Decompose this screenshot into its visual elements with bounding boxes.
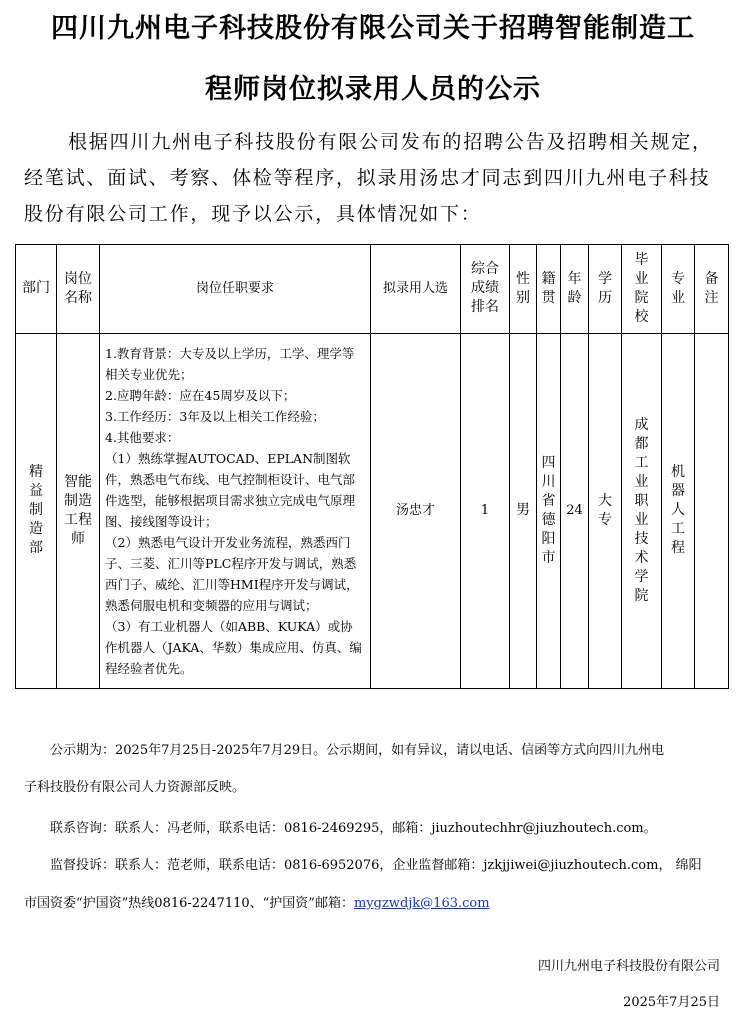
cell-duties: [100, 334, 371, 689]
header-dept: 部门: [16, 245, 57, 334]
intro-text: 根据四川九州电子科技股份有限公司发布的招聘公告及招聘相关规定，经笔试、面试、考察、体检等程序，拟录用汤忠才同志到四川九州电子科技股份有限公司工作，现予以公示，具体情况如下：: [24, 131, 713, 225]
header-gender: 性别: [510, 245, 537, 334]
cell-gender: 男: [510, 334, 537, 689]
notice-period-line-1: 公示期为：2025年7月25日-2025年7月29日。公示期间，如有异议，请以电话、信函等方式向四川九州电: [50, 743, 665, 758]
cell-remark: [695, 334, 729, 689]
header-major: 专业: [662, 245, 695, 334]
duty-line: 4.其他要求：: [105, 430, 180, 445]
table-header-row: [16, 245, 729, 334]
cell-age: 24: [561, 334, 589, 689]
notice-contact: 联系咨询：联系人：冯老师，联系电话：0816-2469295，邮箱：jiuzhoutechhr@jiuzhoutech.com。: [50, 821, 657, 836]
cell-candidate: 汤忠才: [371, 334, 461, 689]
header-school: 毕业院校: [622, 245, 662, 334]
header-rank: 综合成绩排名: [461, 245, 510, 334]
header-age: 年龄: [561, 245, 589, 334]
signature-company: 四川九州电子科技股份有限公司: [537, 959, 720, 974]
header-candidate: 拟录用人选: [371, 245, 461, 334]
duty-line: 3.工作经历：3年及以上相关工作经验；: [105, 409, 325, 424]
cell-position: 智能制造工程师: [57, 334, 100, 689]
duty-line: （2）熟悉电气设计开发业务流程，熟悉西门子、三菱、汇川等PLC程序开发与调试，熟悉西门子、威纶、汇川等HMI程序开发与调试，熟悉伺服电机和变频器的应用与调试；: [105, 535, 359, 613]
title-line-2: 程师岗位拟录用人员的公示: [205, 74, 541, 105]
duty-line: 1.教育背景：大专及以上学历，工学、理学等相关专业优先；: [105, 346, 355, 382]
notice-supervise-line-2: 市国资委“护国资”热线0816-2247110、“护国资”邮箱：mygzwdjk@163.com: [24, 896, 490, 911]
intro-paragraph: [24, 124, 724, 232]
recruit-table: [15, 244, 729, 689]
header-education: 学历: [589, 245, 622, 334]
cell-dept: 精益制造部: [16, 334, 57, 689]
header-remark: 备注: [695, 245, 729, 334]
duty-line: 2.应聘年龄：应在45周岁及以下；: [105, 388, 296, 403]
signature-date: 2025年7月25日: [623, 995, 720, 1010]
duty-line: （1）熟练掌握AUTOCAD、EPLAN制图软件，熟悉电气布线、电气控制柜设计、电气部件选型，能够根据项目需求独立完成电气原理图、接线图等设计；: [105, 451, 356, 529]
cell-major: 机器人工程: [662, 334, 695, 689]
cell-school: 成都工业职业技术学院: [622, 334, 662, 689]
cell-rank: 1: [461, 334, 510, 689]
duty-line: （3）有工业机器人（如ABB、KUKA）或协作机器人（JAKA、华数）集成应用、仿真、编程经验者优先。: [105, 619, 362, 676]
notice-supervise-line-1: 监督投诉：联系人：范老师，联系电话：0816-6952076，企业监督邮箱：jzkjjiwei@jiuzhoutech.com， 绵阳: [50, 858, 702, 873]
title-line-1: 四川九州电子科技股份有限公司关于招聘智能制造工: [51, 13, 695, 44]
table-row: [16, 334, 729, 689]
header-duties: 岗位任职要求: [100, 245, 371, 334]
cell-education: 大专: [589, 334, 622, 689]
supervise-email-link[interactable]: mygzwdjk@163.com: [353, 896, 490, 911]
cell-origin: 四川省德阳市: [537, 334, 561, 689]
header-origin: 籍贯: [537, 245, 561, 334]
notice-period-line-2: 子科技股份有限公司人力资源部反映。: [24, 780, 246, 795]
header-position: 岗位名称: [57, 245, 100, 334]
